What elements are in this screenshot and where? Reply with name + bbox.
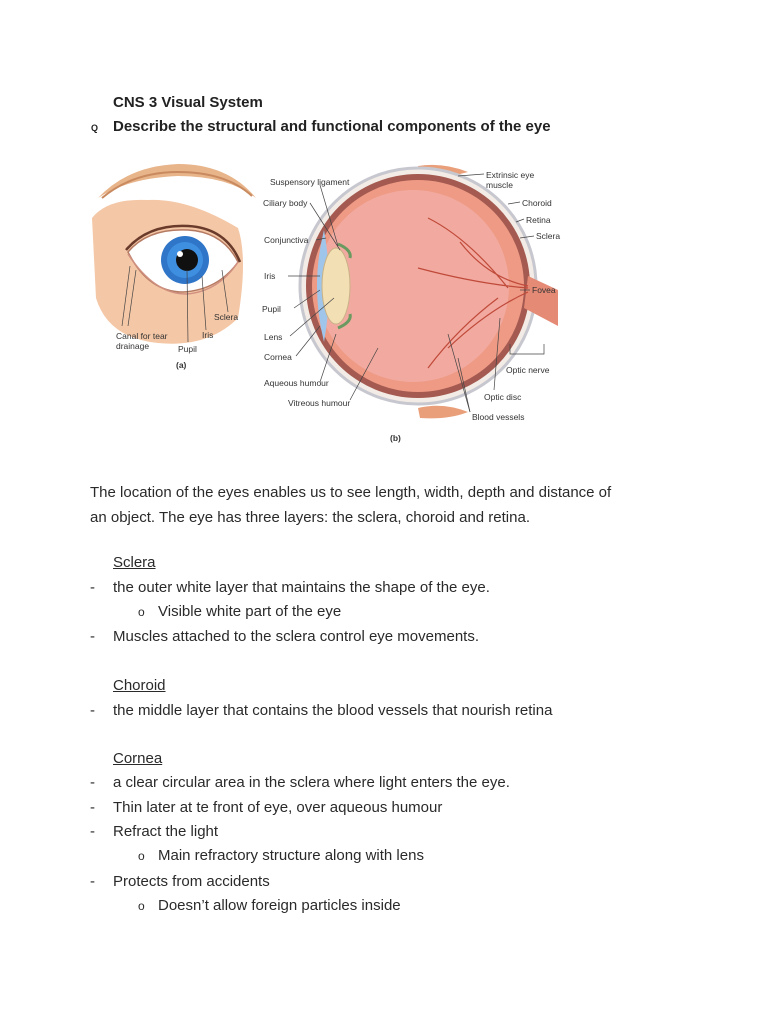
- sub-list-item-text: Main refractory structure along with lens: [158, 847, 424, 864]
- label-lens: Lens: [264, 332, 283, 342]
- label-canal-for-tear: Canal for tear: [116, 331, 168, 341]
- sub-list-item: [138, 846, 424, 866]
- heading-choroid: Choroid: [113, 677, 166, 694]
- heading-sclera: Sclera: [113, 554, 156, 571]
- intro-paragraph: [90, 481, 690, 530]
- eye-cross-section-illustration: [300, 165, 561, 419]
- label-choroid: Choroid: [522, 198, 552, 208]
- dash-marker: -: [90, 628, 95, 645]
- list-item: [90, 578, 490, 598]
- list-item: [90, 773, 510, 793]
- dash-marker: -: [90, 702, 95, 719]
- label-blood-vessels: Blood vessels: [472, 412, 525, 422]
- label-optic-nerve: Optic nerve: [506, 365, 550, 375]
- list-item-text: Refract the light: [113, 823, 219, 840]
- page-title: CNS 3 Visual System: [113, 94, 263, 111]
- eye-anatomy-figure: [88, 158, 568, 448]
- list-item: [90, 798, 442, 818]
- label-cornea: Cornea: [264, 352, 292, 362]
- list-item-text: Muscles attached to the sclera control eye movements.: [113, 628, 480, 645]
- label-suspensory-ligament: Suspensory ligament: [270, 177, 350, 187]
- question-marker: Q: [91, 123, 99, 133]
- label-aqueous-humour: Aqueous humour: [264, 378, 329, 388]
- label-optic-disc: Optic disc: [484, 392, 522, 402]
- heading-cornea: Cornea: [113, 750, 163, 767]
- sub-list-item-text: Visible white part of the eye: [158, 603, 342, 620]
- label-conjunctiva: Conjunctiva: [264, 235, 309, 245]
- label-muscle: muscle: [486, 180, 513, 190]
- list-item: [90, 627, 479, 647]
- bullet-marker: o: [138, 849, 145, 863]
- label-iris-b: Iris: [264, 271, 276, 281]
- dash-marker: -: [90, 774, 95, 791]
- sub-list-item: [138, 602, 341, 622]
- caption-a: (a): [176, 360, 187, 370]
- list-item: [90, 701, 552, 721]
- caption-b: (b): [390, 433, 401, 443]
- list-item-text: a clear circular area in the sclera where light enters the eye.: [113, 774, 510, 791]
- list-item: [90, 872, 270, 892]
- label-pupil-a: Pupil: [178, 344, 197, 354]
- dash-marker: -: [90, 873, 95, 890]
- bullet-marker: o: [138, 899, 145, 913]
- label-sclera-a: Sclera: [214, 312, 239, 322]
- dash-marker: -: [90, 823, 95, 840]
- label-vitreous-humour: Vitreous humour: [288, 398, 351, 408]
- label-ciliary-body: Ciliary body: [263, 198, 308, 208]
- sub-list-item: [138, 896, 401, 916]
- list-item-text: Thin later at te front of eye, over aqueous humour: [113, 799, 443, 816]
- dash-marker: -: [90, 799, 95, 816]
- label-iris-a: Iris: [202, 330, 214, 340]
- list-item-text: the outer white layer that maintains the shape of the eye.: [113, 579, 490, 596]
- dash-marker: -: [90, 579, 95, 596]
- list-item: [90, 822, 218, 842]
- list-item-text: Protects from accidents: [113, 873, 270, 890]
- bullet-marker: o: [138, 605, 145, 619]
- question-text: Describe the structural and functional components of the eye: [113, 118, 551, 135]
- intro-line-1: The location of the eyes enables us to see length, width, depth and distance of: [90, 484, 612, 501]
- label-pupil-b: Pupil: [262, 304, 281, 314]
- sub-list-item-text: Doesn’t allow foreign particles inside: [158, 897, 401, 914]
- list-item-text: the middle layer that contains the blood vessels that nourish retina: [113, 702, 553, 719]
- label-retina: Retina: [526, 215, 551, 225]
- intro-line-2: an object. The eye has three layers: the sclera, choroid and retina.: [90, 508, 530, 526]
- label-sclera-b: Sclera: [536, 231, 561, 241]
- label-drainage: drainage: [116, 341, 150, 351]
- label-extrinsic-eye: Extrinsic eye: [486, 170, 535, 180]
- label-fovea: Fovea: [532, 285, 556, 295]
